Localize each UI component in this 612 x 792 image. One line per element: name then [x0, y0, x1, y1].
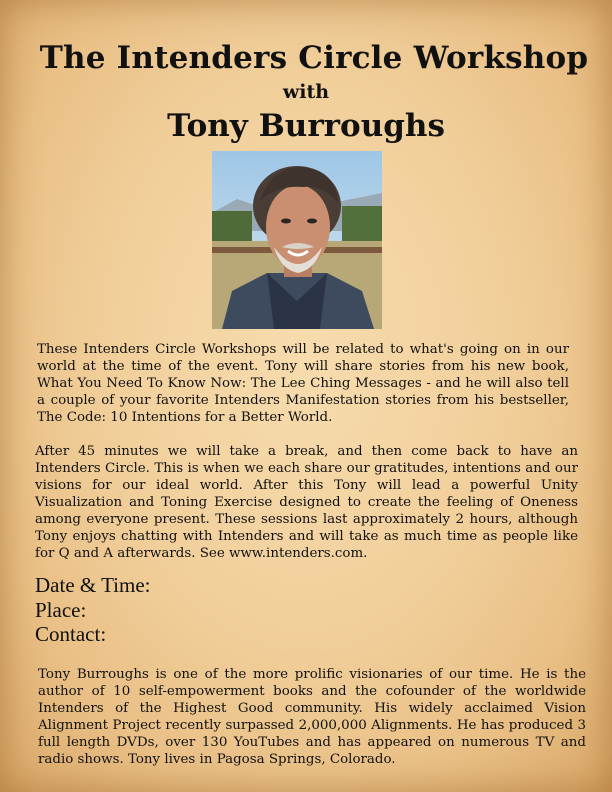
schedule-paragraph: After 45 minutes we will take a break, and then come back to have an Intenders Circle. This is when we each share our gratitudes, intentions and our visions for our ideal world. After this Tony will lead a powerful Unity Visualization and Toning Exercise designed to create the feeling of Oneness among everyone present. These sessions last approximately 2 hours, although Tony enjoys chatting with Intenders and will take as much time as people like for Q and A afterwards. See www.intenders.com. [35, 444, 578, 561]
presenter-name: Tony Burroughs [167, 108, 445, 144]
bio-paragraph: Tony Burroughs is one of the more prolific visionaries of our time. He is the author of 10 self-empowerment books and the cofounder of the worldwide Intenders of the Highest Good community. His widely acclaimed Vision Alignment Project recently surpassed 2,000,000 Alignments. He has produced 3 full length DVDs, over 130 YouTubes and has appeared on numerous TV and radio shows. Tony lives in Pagosa Springs, Colorado. [38, 667, 586, 767]
place-label: Place: [35, 598, 87, 622]
presenter-photo [212, 151, 382, 329]
page-title: The Intenders Circle Workshop [39, 40, 589, 76]
intro-paragraph: These Intenders Circle Workshops will be related to what's going on in our world at the time of the event. Tony will share stories from his new book, What You Need To Know Now: The Lee Ching Messages - and he will also tell a couple of your favorite Intenders Manifestation stories from his bestseller, The Code: 10 Intentions for a Better World. [37, 342, 569, 425]
date-time-label: Date & Time: [35, 573, 151, 597]
contact-label: Contact: [35, 622, 107, 646]
with-subtitle: with [282, 81, 330, 103]
